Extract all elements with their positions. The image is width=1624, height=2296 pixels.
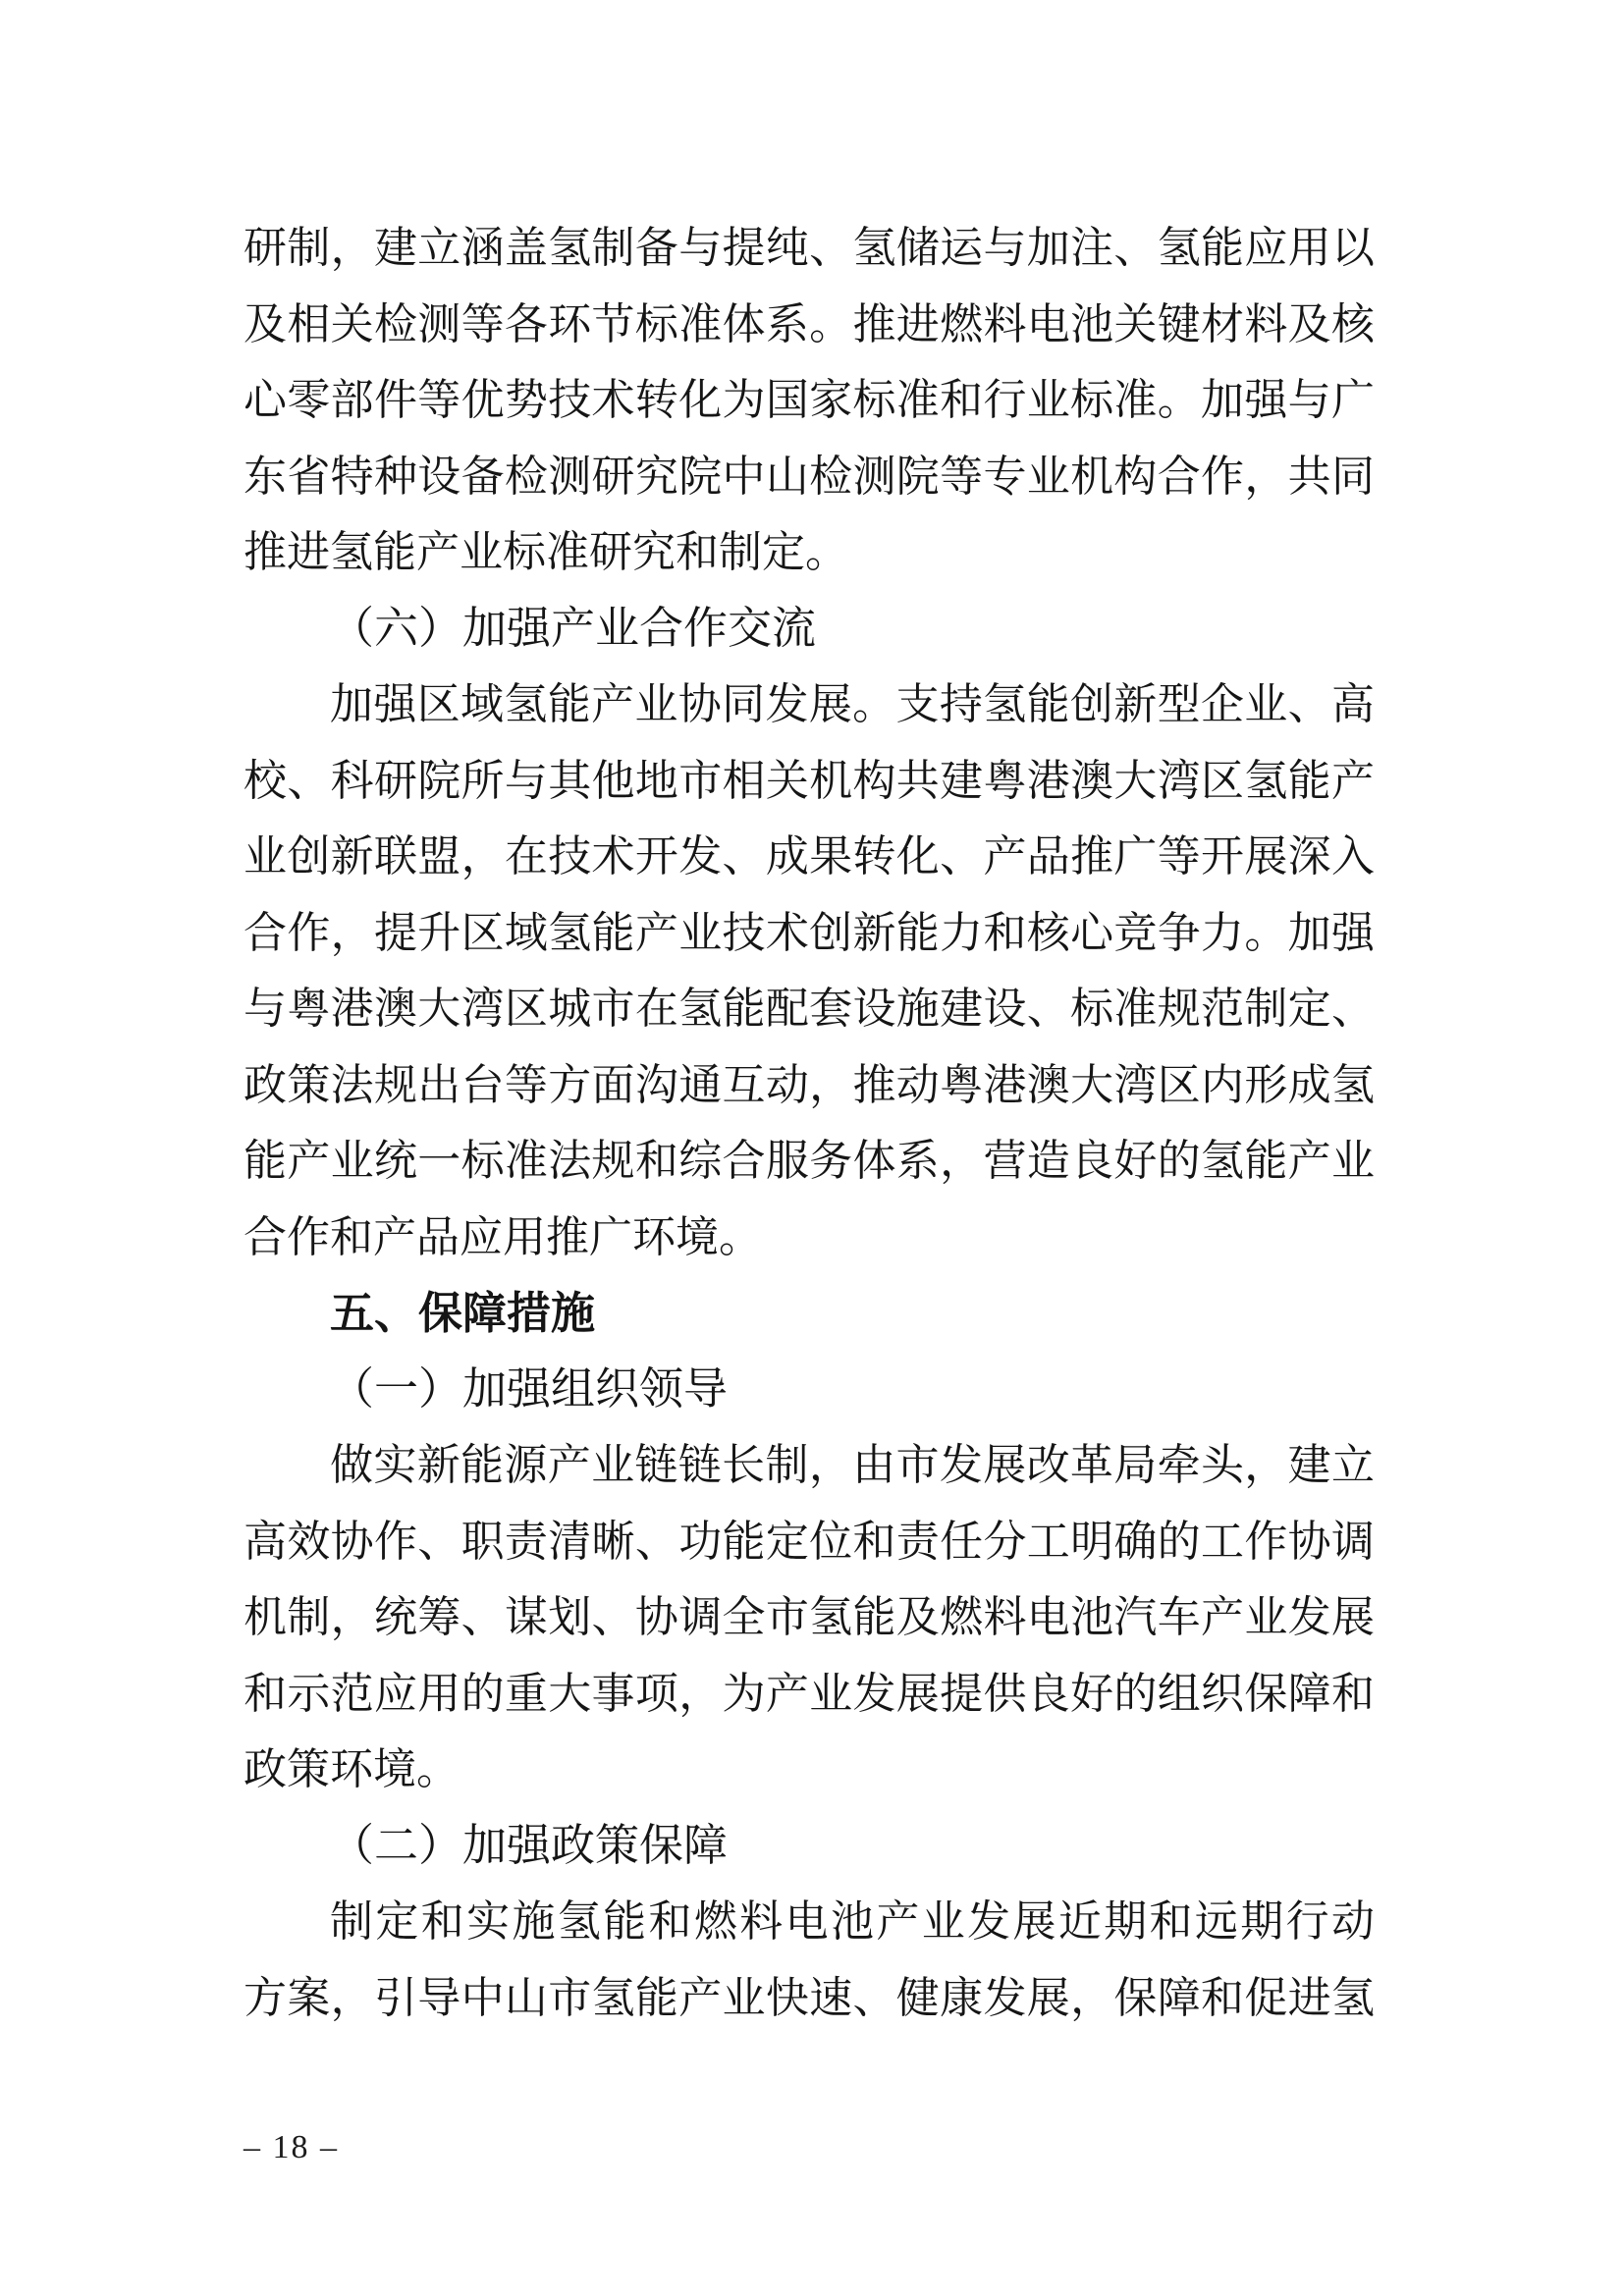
body-text-line: 方案，引导中山市氢能产业快速、健康发展，保障和促进氢 [244, 1973, 1375, 2022]
subsection-heading: （二）加强政策保障 [330, 1820, 729, 1870]
body-text-line: 机制，统筹、谋划、协调全市氢能及燃料电池汽车产业发展 [244, 1593, 1375, 1641]
body-text-line: 做实新能源产业链链长制，由市发展改革局牵头，建立 [330, 1441, 1375, 1489]
text-block [244, 210, 1375, 2036]
body-text-line: 政策环境。 [244, 1745, 460, 1793]
body-text-line: 及相关检测等各环节标准体系。推进燃料电池关键材料及核 [244, 299, 1375, 348]
body-text-line: 和示范应用的重大事项，为产业发展提供良好的组织保障和 [244, 1669, 1375, 1718]
section-heading: 五、保障措施 [330, 1288, 596, 1338]
body-text-line: 推进氢能产业标准研究和制定。 [244, 528, 848, 576]
body-text-line: 合作，提升区域氢能产业技术创新能力和核心竞争力。加强 [244, 908, 1375, 957]
body-text-line: 合作和产品应用推广环境。 [244, 1212, 762, 1261]
body-text-line: 校、科研院所与其他地市相关机构共建粤港澳大湾区氢能产 [244, 756, 1375, 805]
body-text-line: 研制，建立涵盖氢制备与提纯、氢储运与加注、氢能应用以 [244, 224, 1375, 272]
body-text-line: 业创新联盟，在技术开发、成果转化、产品推广等开展深入 [244, 832, 1375, 881]
page-number: – 18 – [244, 2129, 339, 2165]
subsection-heading: （六）加强产业合作交流 [330, 603, 817, 653]
body-text-line: 加强区域氢能产业协同发展。支持氢能创新型企业、高 [330, 680, 1375, 728]
body-text-line: 能产业统一标准法规和综合服务体系，营造良好的氢能产业 [244, 1137, 1375, 1185]
body-text-line: 与粤港澳大湾区城市在氢能配套设施建设、标准规范制定、 [244, 985, 1375, 1033]
body-text-line: 政策法规出台等方面沟通互动，推动粤港澳大湾区内形成氢 [244, 1060, 1375, 1109]
body-text-line: 东省特种设备检测研究院中山检测院等专业机构合作，共同 [244, 452, 1375, 501]
body-text-line: 心零部件等优势技术转化为国家标准和行业标准。加强与广 [244, 376, 1375, 424]
body-text-line: 高效协作、职责清晰、功能定位和责任分工明确的工作协调 [244, 1517, 1375, 1566]
body-text-line: 制定和实施氢能和燃料电池产业发展近期和远期行动 [330, 1897, 1375, 1946]
subsection-heading: （一）加强组织领导 [330, 1363, 729, 1414]
